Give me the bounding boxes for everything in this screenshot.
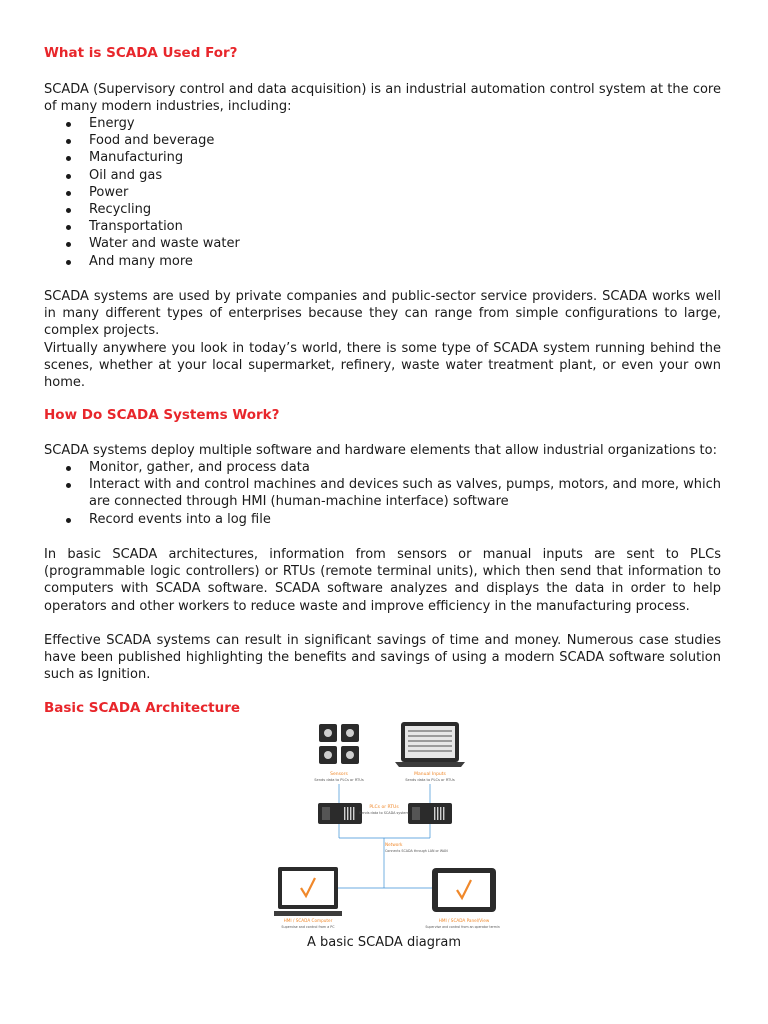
bullet-icon (66, 208, 71, 213)
bullet-icon (66, 518, 71, 523)
list-item: Manufacturing (44, 149, 721, 166)
section-heading-architecture: Basic SCADA Architecture (44, 700, 241, 716)
section-heading-how-it-works: How Do SCADA Systems Work? (44, 407, 280, 423)
plc-label: PLCs or RTUs (369, 805, 399, 810)
hmi-tablet-sublabel: Supervise and control from an operator terminal (425, 925, 500, 929)
bullet-icon (66, 156, 71, 161)
list-item: Recycling (44, 201, 721, 218)
list-item: Food and beverage (44, 132, 721, 149)
scada-diagram-svg (268, 716, 500, 936)
effective-paragraph: Effective SCADA systems can result in significant savings of time and money. Numerous case studies have been published highlighting the benefits and savings of using a modern SCADA software solution such as Ignition. (44, 633, 721, 683)
list-item: Energy (44, 115, 721, 132)
bullet-icon (66, 122, 71, 127)
industries-list (44, 115, 721, 270)
plc-sublabel: Sends data to SCADA system (359, 811, 409, 815)
section-heading-what-is-scada: What is SCADA Used For? (44, 45, 238, 61)
bullet-icon (66, 260, 71, 265)
sensors-icon (319, 724, 359, 764)
anywhere-paragraph: Virtually anywhere you look in today’s world, there is some type of SCADA system running behind the scenes, whether at your local supermarket, refinery, waste water treatment plant, or even your own home. (44, 341, 721, 391)
hmi-computer-label: HMI / SCADA Computer (283, 918, 333, 923)
bullet-icon (66, 466, 71, 471)
bullet-icon (66, 242, 71, 247)
basic-architecture-paragraph: In basic SCADA architectures, information from sensors or manual inputs are sent to PLCs (programmable logic controllers) or RTUs (remote terminal units), which then send that information to computers with SCADA software. SCADA software analyzes and displays the data in order to help operators and other workers to reduce waste and improve efficiency in the manufacturing process. (44, 547, 721, 614)
hmi-computer-icon (274, 867, 342, 916)
manual-inputs-sublabel: Sends data to PLCs or RTUs (405, 778, 455, 782)
list-item: Transportation (44, 218, 721, 235)
bullet-icon (66, 174, 71, 179)
sensors-sublabel: Sends data to PLCs or RTUs (314, 778, 364, 782)
list-item: Record events into a log file (44, 511, 721, 528)
figure-caption: A basic SCADA diagram (307, 935, 461, 950)
plc-right-icon (408, 803, 452, 824)
bullet-icon (66, 225, 71, 230)
sensors-label: Sensors (330, 772, 348, 777)
bullet-icon (66, 483, 71, 488)
bullet-icon (66, 139, 71, 144)
list-item: Power (44, 184, 721, 201)
intro-paragraph: SCADA (Supervisory control and data acquisition) is an industrial automation control system at the core of many modern industries, including: (44, 82, 721, 115)
hmi-computer-sublabel: Supervise and control from a PC (281, 925, 335, 929)
network-sublabel: Connects SCADA through LAN or WAN (385, 849, 448, 853)
how-intro-paragraph: SCADA systems deploy multiple software and hardware elements that allow industrial organizations to: (44, 443, 717, 458)
capabilities-list (44, 459, 721, 528)
laptop-icon (395, 722, 465, 767)
hmi-tablet-label: HMI / SCADA Panel/View (438, 918, 490, 923)
list-item: Water and waste water (44, 235, 721, 252)
bullet-icon (66, 191, 71, 196)
plc-left-icon (318, 803, 362, 824)
list-item: Interact with and control machines and devices such as valves, pumps, motors, and more, which are connected through HMI (human-machine interface) software (44, 476, 721, 510)
scada-diagram (268, 716, 500, 936)
list-item: Oil and gas (44, 167, 721, 184)
hmi-tablet-icon (432, 868, 496, 912)
used-by-paragraph: SCADA systems are used by private companies and public-sector service providers. SCADA works well in many different types of enterprises because they can range from simple configurations to large, complex projects. (44, 289, 721, 339)
manual-inputs-label: Manual Inputs (414, 772, 446, 777)
list-item: And many more (44, 253, 721, 270)
network-label: Network (385, 842, 403, 847)
list-item: Monitor, gather, and process data (44, 459, 721, 476)
